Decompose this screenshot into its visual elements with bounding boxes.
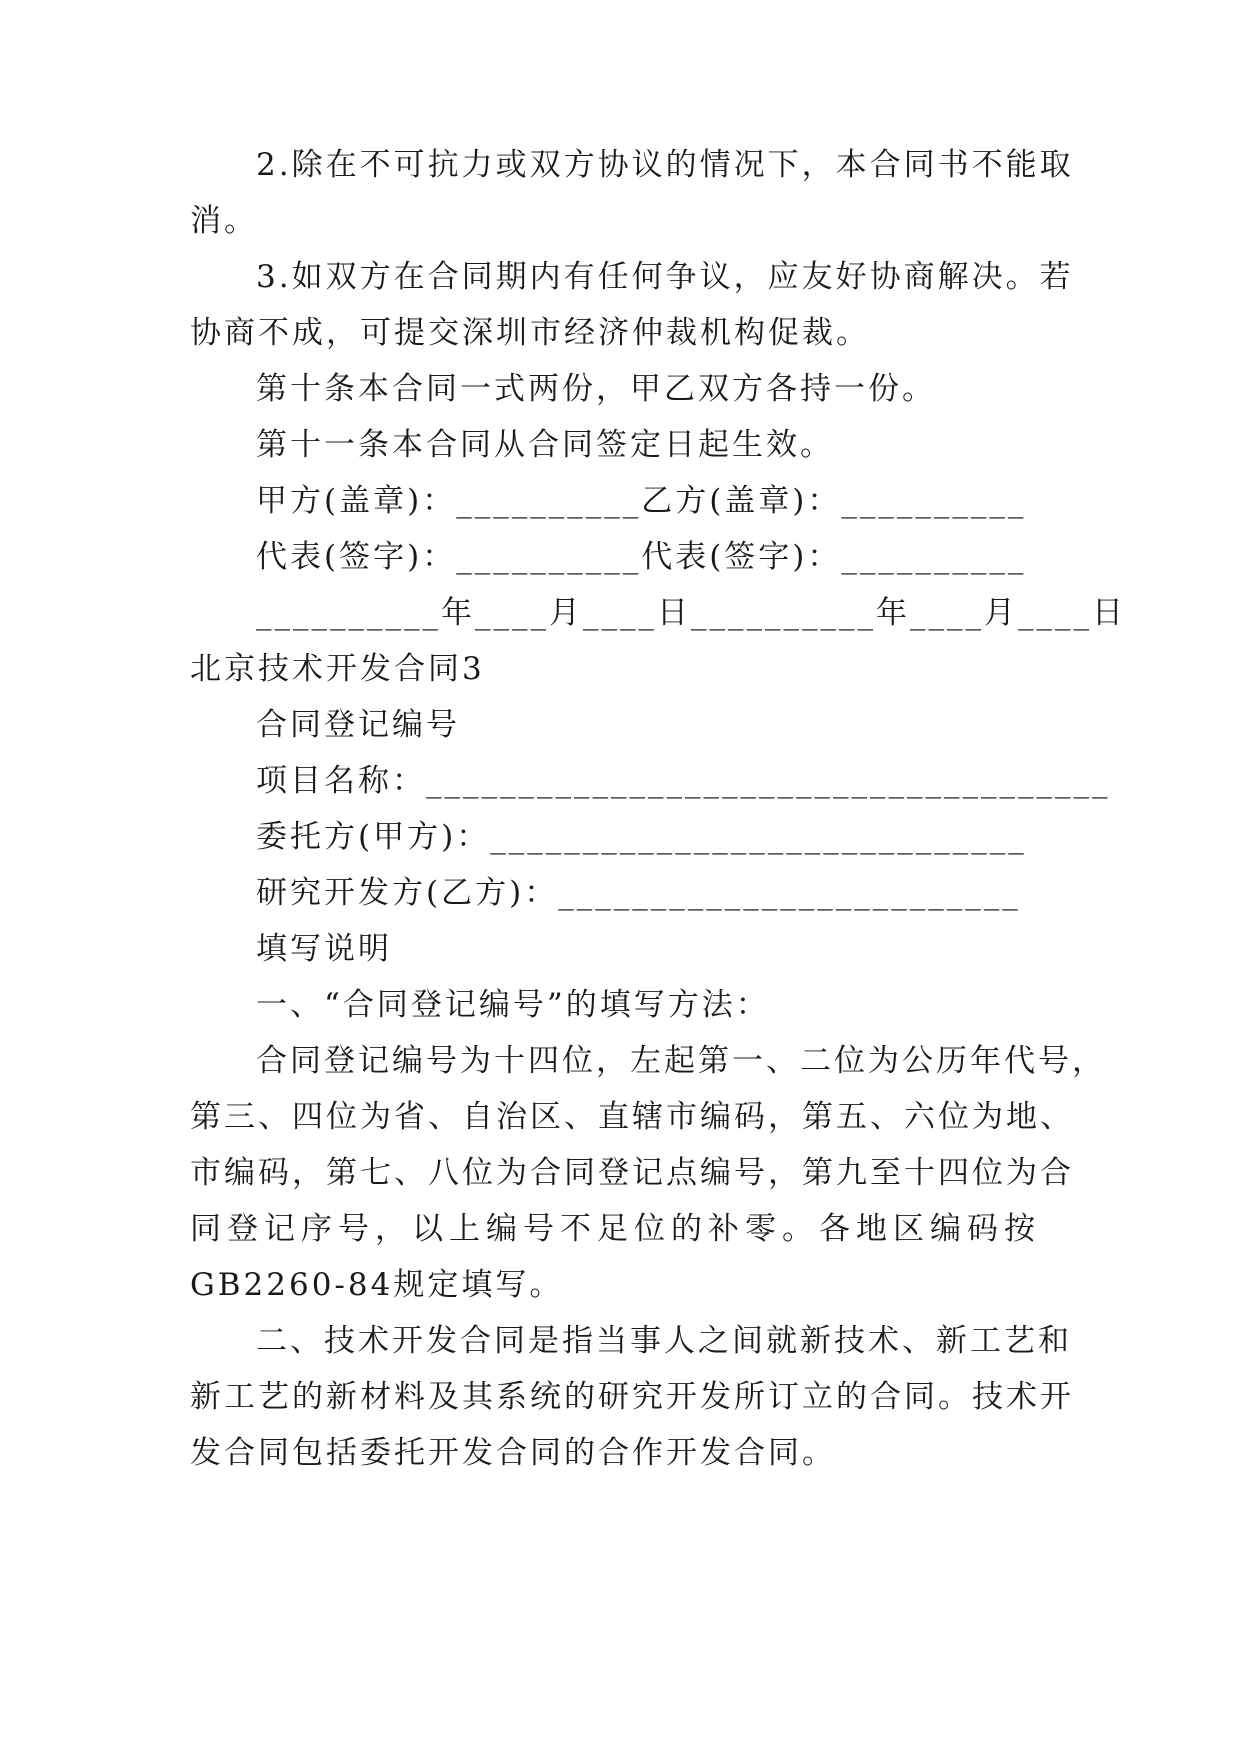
instructions-heading: 填写说明 [256,931,392,967]
section-title: 北京技术开发合同3 [190,651,485,687]
project-name-field: 项目名称：_____________________________________ [256,763,1111,799]
instruction-1-line-4: 同登记序号，以上编号不足位的补零。各地区编码按 [190,1211,1041,1247]
seal-line: 甲方(盖章)：__________乙方(盖章)：__________ [256,483,1027,519]
instruction-2-line-3: 发合同包括委托开发合同的合作开发合同。 [190,1435,836,1471]
date-line: __________年____月____日__________年____月____日 [256,595,1126,631]
signature-line: 代表(签字)：__________代表(签字)：__________ [256,539,1027,575]
clause-3-line-2: 协商不成，可提交深圳市经济仲裁机构促裁。 [190,315,870,351]
instruction-1-heading: 一、“合同登记编号”的填写方法： [256,987,770,1023]
instruction-1-line-2: 第三、四位为省、自治区、直辖市编码，第五、六位为地、 [190,1099,1074,1135]
article-11: 第十一条本合同从合同签定日起生效。 [256,427,834,463]
contract-registration-number: 合同登记编号 [256,707,460,743]
client-field: 委托方(甲方)：_____________________________ [256,819,1027,855]
instruction-1-line-1: 合同登记编号为十四位，左起第一、二位为公历年代号， [256,1043,1106,1079]
clause-2-line-2: 消。 [190,203,258,239]
article-10: 第十条本合同一式两份，甲乙双方各持一份。 [256,371,936,407]
instruction-1-line-5: GB2260-84规定填写。 [190,1267,564,1303]
clause-2-line-1: 2.除在不可抗力或双方协议的情况下，本合同书不能取 [256,147,1074,183]
instruction-1-line-3: 市编码，第七、八位为合同登记点编号，第九至十四位为合 [190,1155,1074,1191]
clause-3-line-1: 3.如双方在合同期内有任何争议，应友好协商解决。若 [256,259,1074,295]
instruction-2-line-1: 二、技术开发合同是指当事人之间就新技术、新工艺和 [256,1323,1072,1359]
developer-field: 研究开发方(乙方)：_________________________ [256,875,1021,911]
instruction-2-line-2: 新工艺的新材料及其系统的研究开发所订立的合同。技术开 [190,1379,1074,1415]
